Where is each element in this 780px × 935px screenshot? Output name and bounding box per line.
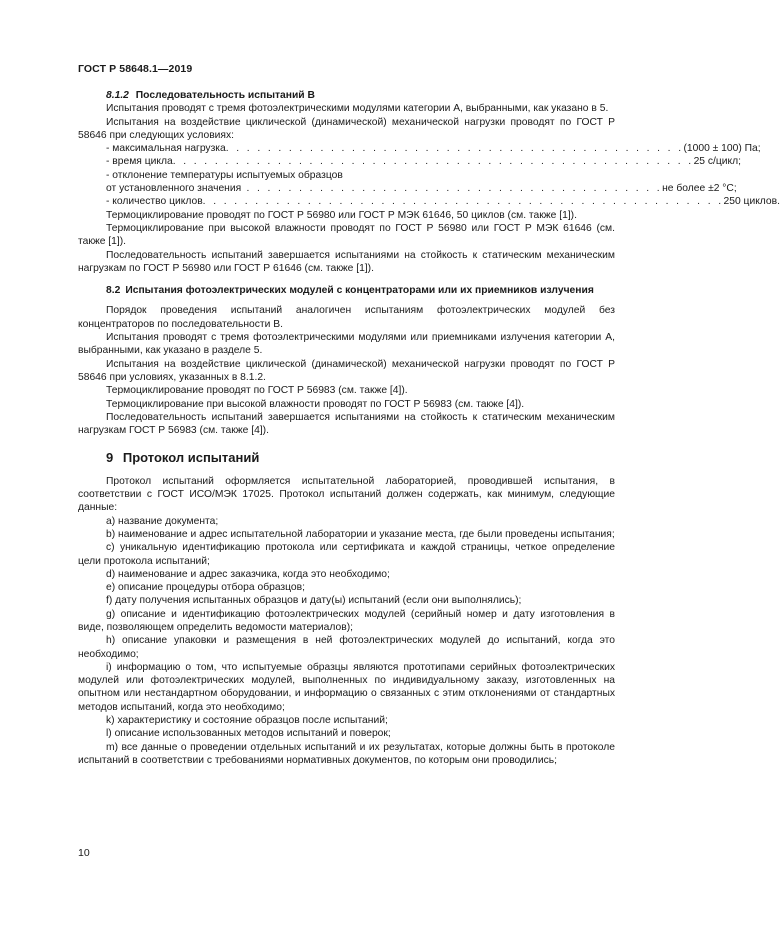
- condition-row: [78, 142, 761, 155]
- condition-value: (1000 ± 100) Па;: [683, 143, 761, 155]
- section-8-2-heading: [78, 284, 615, 297]
- list-item: c) уникальную идентификацию протокола или сертификата и каждой страницы, четкое определение цели протокола испытаний;: [78, 542, 615, 567]
- paragraph: Термоциклирование при высокой влажности проводят по ГОСТ Р 56983 (см. также [4]).: [106, 398, 525, 410]
- list-item: f) дату получения испытанных образцов и дату(ы) испытаний (если они выполнялись);: [106, 595, 522, 607]
- paragraph: Испытания на воздействие циклической (динамической) механической нагрузки проводят по ГОСТ Р 58646 при следующих условиях:: [78, 116, 615, 141]
- report-contents-list: [78, 515, 615, 768]
- list-item: i) информацию о том, что испытуемые образцы являются прототипами серийных фотоэлектрических модулей или фотоэлектрических модулей, выполненных по индивидуальному заказу, изготовленных на опытном или нестандартном оборудовании, и информацию о связанных с этим отклонениями от стандартных методов испытаний, когда это необходимо;: [78, 661, 615, 713]
- condition-label: - максимальная нагрузка: [106, 143, 226, 155]
- dot-leader: . . . . . . . . . . . . . . . . . . . . . . . . . . . . . . . . . . . . . . . . . . . . . . . . . .: [202, 196, 724, 208]
- list-item: b) наименование и адрес испытательной лаборатории и указание места, где были проведены испытания;: [106, 528, 615, 540]
- condition-value: 250 циклов.: [723, 196, 780, 208]
- condition-value: 25 с/цикл;: [693, 156, 742, 168]
- paragraph: Порядок проведения испытаний аналогичен испытаниям фотоэлектрических модулей без концентраторов по последовательности В.: [78, 305, 615, 330]
- page-number: 10: [78, 847, 90, 859]
- condition-row: [78, 195, 780, 208]
- paragraph: Протокол испытаний оформляется испытательной лабораторией, проводившей испытания, в соответствии с ГОСТ ИСО/МЭК 17025. Протокол испытаний должен содержать, как минимум, следующие данные:: [78, 475, 615, 514]
- dot-leader: . . . . . . . . . . . . . . . . . . . . . . . . . . . . . . . . . . . . . . . .: [241, 183, 663, 195]
- section-9-heading: [78, 451, 615, 464]
- section-number: 8.2: [106, 285, 121, 297]
- condition-value: не более ±2 °C;: [662, 183, 737, 195]
- condition-row: [78, 155, 742, 168]
- section-8-1-2-heading: [78, 89, 615, 102]
- paragraph: Термоциклирование проводят по ГОСТ Р 56983 (см. также [4]).: [106, 385, 408, 397]
- paragraph: Испытания на воздействие циклической (динамической) механической нагрузки проводят по ГОСТ Р 58646 при условиях, указанных в 8.1.2.: [78, 358, 615, 383]
- paragraph: Последовательность испытаний завершается испытаниями на стойкость к статическим механическим нагрузкам ГОСТ Р 56983 (см. также [4]).: [78, 411, 615, 437]
- condition-label: - время цикла: [106, 156, 173, 168]
- dot-leader: . . . . . . . . . . . . . . . . . . . . . . . . . . . . . . . . . . . . . . . . . . . . . . . . . .: [172, 156, 694, 168]
- section-title: Протокол испытаний: [122, 450, 260, 466]
- list-item: g) описание и идентификацию фотоэлектрических модулей (серийный номер и дату изготовления в виде, позволяющем определить ведомости материалов);: [78, 608, 615, 633]
- paragraph: Испытания проводят с тремя фотоэлектрическими модулями или приемниками излучения категории А, выбранными, как указано в разделе 5.: [78, 332, 615, 357]
- section-number: 8.1.2: [106, 90, 129, 101]
- condition-row: [78, 169, 615, 182]
- paragraph: Последовательность испытаний завершается испытаниями на стойкость к статическим механическим нагрузкам по ГОСТ Р 56980 или ГОСТ Р 61646 (см. также [1]).: [78, 249, 615, 274]
- condition-label: - отклонение температуры испытуемых образцов: [106, 169, 343, 181]
- condition-row: [78, 182, 737, 195]
- list-item: h) описание упаковки и размещения в ней фотоэлектрических модулей до испытаний, когда это необходимо;: [78, 635, 615, 660]
- list-item: k) характеристику и состояние образцов после испытаний;: [106, 715, 388, 727]
- section-title: Последовательность испытаний В: [135, 90, 315, 101]
- condition-label: от установленного значения: [106, 183, 242, 195]
- section-number: 9: [106, 450, 114, 466]
- list-item: e) описание процедуры отбора образцов;: [106, 582, 305, 594]
- paragraph: Термоциклирование проводят по ГОСТ Р 56980 или ГОСТ Р МЭК 61646, 50 циклов (см. также [1]).: [106, 209, 577, 221]
- section-title: Испытания фотоэлектрических модулей с концентраторами или их приемников излучения: [125, 285, 594, 297]
- paragraph: Термоциклирование при высокой влажности проводят по ГОСТ Р 56980 или ГОСТ Р МЭК 61646 (см. также [1]).: [78, 222, 615, 248]
- page-content: [78, 89, 780, 767]
- condition-label: - количество циклов: [106, 196, 203, 208]
- list-item: m) все данные о проведении отдельных испытаний и их результатах, которые должны быть в протоколе испытаний в соответствии с требованиями нормативных документов, по которым они проводились;: [78, 741, 615, 766]
- standard-header: ГОСТ Р 58648.1—2019: [78, 63, 193, 75]
- list-item: d) наименование и адрес заказчика, когда это необходимо;: [106, 568, 390, 580]
- paragraph: Испытания проводят с тремя фотоэлектрическими модулями категории А, выбранными, как указано в 5.: [106, 103, 609, 115]
- list-item: а) название документа;: [106, 515, 219, 527]
- list-item: l) описание использованных методов испытаний и поверок;: [106, 728, 391, 740]
- dot-leader: . . . . . . . . . . . . . . . . . . . . . . . . . . . . . . . . . . . . . . . . . . . .: [225, 143, 684, 155]
